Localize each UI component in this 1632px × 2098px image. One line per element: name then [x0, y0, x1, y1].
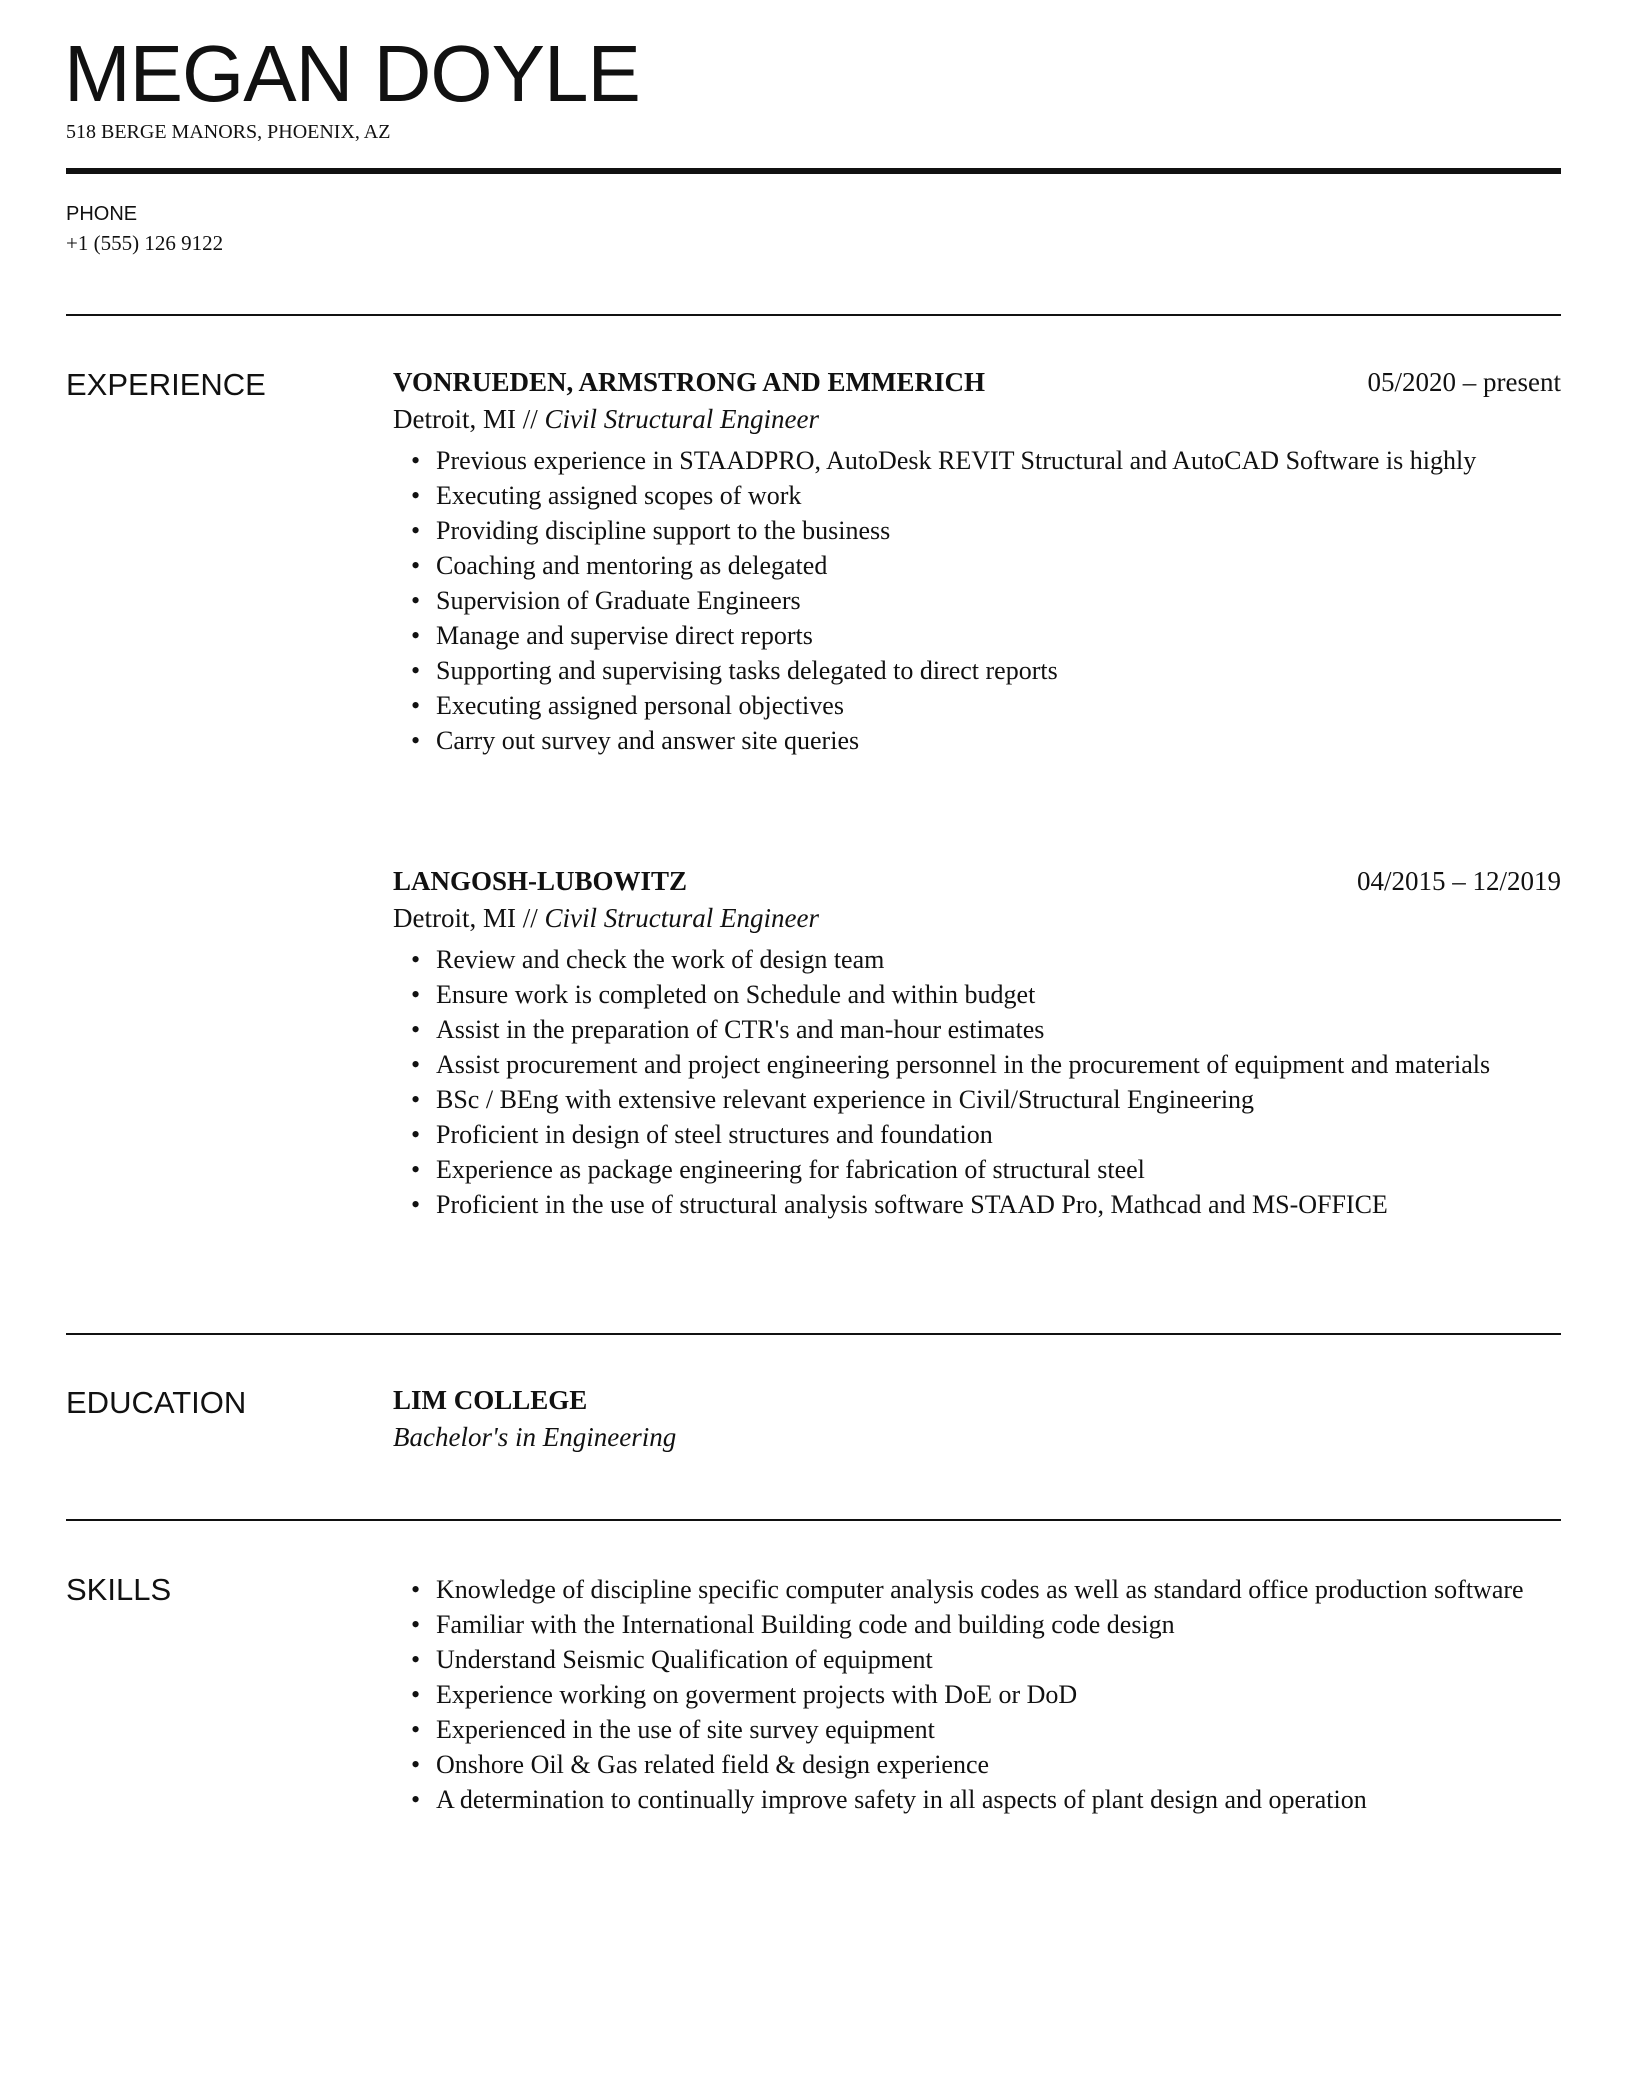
list-item: • Previous experience in STAADPRO, AutoDesk REVIT Structural and AutoCAD Software is highly	[393, 443, 1561, 478]
company-name: VONRUEDEN, ARMSTRONG AND EMMERICH	[393, 367, 985, 397]
list-item: • Coaching and mentoring as delegated	[393, 548, 1561, 583]
list-item: • Knowledge of discipline specific computer analysis codes as well as standard office production software	[393, 1572, 1561, 1607]
company-name: LANGOSH-LUBOWITZ	[393, 866, 688, 896]
section-divider	[66, 1333, 1561, 1335]
list-item: • Experience as package engineering for fabrication of structural steel	[393, 1152, 1561, 1187]
list-item: • Carry out survey and answer site queries	[393, 723, 1561, 758]
education-entry	[393, 1383, 1561, 1457]
list-item: • Experienced in the use of site survey equipment	[393, 1712, 1561, 1747]
list-item: • Supervision of Graduate Engineers	[393, 583, 1561, 618]
job-role: Civil Structural Engineer	[544, 903, 819, 933]
phone-label: PHONE	[66, 203, 138, 225]
separator: //	[522, 404, 538, 434]
skills-list	[393, 1568, 1561, 1817]
skills-heading: SKILLS	[66, 1572, 172, 1607]
school-name: LIM COLLEGE	[393, 1385, 588, 1415]
job-location: Detroit, MI	[393, 404, 516, 434]
list-item: • Assist in the preparation of CTR's and man-hour estimates	[393, 1012, 1561, 1047]
list-item: • Supporting and supervising tasks delegated to direct reports	[393, 653, 1561, 688]
list-item: • Proficient in the use of structural analysis software STAAD Pro, Mathcad and MS-OFFICE	[393, 1187, 1561, 1222]
list-item: • Review and check the work of design team	[393, 942, 1561, 977]
job-role: Civil Structural Engineer	[544, 404, 819, 434]
section-divider	[66, 1519, 1561, 1521]
list-item: • A determination to continually improve safety in all aspects of plant design and operation	[393, 1782, 1561, 1817]
section-divider	[66, 314, 1561, 316]
list-item: • Onshore Oil & Gas related field & design experience	[393, 1747, 1561, 1782]
job-entry	[393, 365, 1561, 758]
job-dates: 04/2015 – 12/2019	[1356, 866, 1561, 896]
header-divider	[66, 168, 1561, 174]
list-item: • Experience working on goverment projects with DoE or DoD	[393, 1677, 1561, 1712]
list-item: • Providing discipline support to the business	[393, 513, 1561, 548]
list-item: • Executing assigned scopes of work	[393, 478, 1561, 513]
job-dates: 05/2020 – present	[1367, 367, 1561, 397]
list-item: • Understand Seismic Qualification of equipment	[393, 1642, 1561, 1677]
candidate-name: MEGAN DOYLE	[64, 29, 640, 118]
list-item: • Assist procurement and project engineering personnel in the procurement of equipment and materials	[393, 1047, 1561, 1082]
list-item: • BSc / BEng with extensive relevant experience in Civil/Structural Engineering	[393, 1082, 1561, 1117]
education-heading: EDUCATION	[66, 1385, 247, 1420]
separator: //	[522, 903, 538, 933]
address: 518 BERGE MANORS, PHOENIX, AZ	[66, 121, 391, 143]
phone-number: +1 (555) 126 9122	[66, 231, 224, 255]
list-item: • Proficient in design of steel structures and foundation	[393, 1117, 1561, 1152]
job-location: Detroit, MI	[393, 903, 516, 933]
job-entry	[393, 864, 1561, 1222]
degree: Bachelor's in Engineering	[393, 1422, 677, 1452]
list-item: • Familiar with the International Building code and building code design	[393, 1607, 1561, 1642]
list-item: • Executing assigned personal objectives	[393, 688, 1561, 723]
list-item: • Ensure work is completed on Schedule and within budget	[393, 977, 1561, 1012]
experience-heading: EXPERIENCE	[66, 367, 266, 402]
list-item: • Manage and supervise direct reports	[393, 618, 1561, 653]
